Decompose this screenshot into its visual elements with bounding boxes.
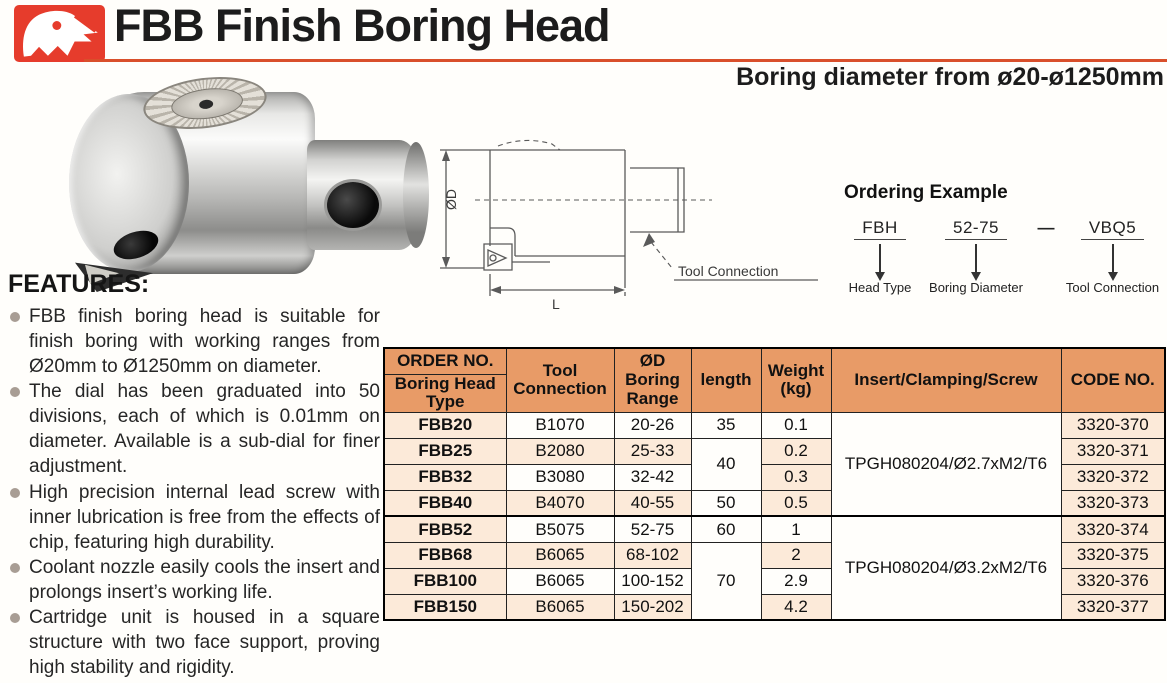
ordering-part-boring-diameter [922,218,1030,295]
ordering-example [838,182,1163,295]
feature-item: FBB finish boring head is suitable for finish boring with working ranges from Ø20mm to Ø1250mm on diameter. [8,304,380,379]
cell-length: 60 [691,516,761,542]
cell-insert: TPGH080204/Ø3.2xM2/T6 [831,516,1061,620]
cell-code: 3320-371 [1061,438,1165,464]
cell-connection: B3080 [506,464,614,490]
cell-length: 40 [691,438,761,490]
cell-weight: 0.1 [761,412,831,438]
cell-weight: 0.2 [761,438,831,464]
cell-code: 3320-372 [1061,464,1165,490]
ordering-code: 52-75 [945,218,1007,240]
table-row [384,516,1165,542]
cell-range: 40-55 [614,490,691,516]
cell-range: 52-75 [614,516,691,542]
ordering-code: VBQ5 [1081,218,1144,240]
col-header-boring-head-type: Boring Head Type [384,374,506,412]
feature-item: The dial has been graduated into 50 divisions, each of which is 0.01mm on diameter. Available is a sub-dial for finer adjustment. [8,379,380,479]
boring-diameter-subtitle: Boring diameter from ø20-ø1250mm [736,63,1164,91]
cell-length: 70 [691,542,761,620]
cell-length: 35 [691,412,761,438]
col-header-order-no: ORDER NO. [384,348,506,374]
cell-weight: 1 [761,516,831,542]
cell-code: 3320-370 [1061,412,1165,438]
cell-connection: B2080 [506,438,614,464]
ordering-label: Tool Connection [1065,280,1160,295]
cell-code: 3320-374 [1061,516,1165,542]
col-header-insert: Insert/Clamping/Screw [831,348,1061,412]
cell-type: FBB150 [384,594,506,620]
cell-weight: 2 [761,542,831,568]
cell-code: 3320-373 [1061,490,1165,516]
cell-code: 3320-376 [1061,568,1165,594]
table-row [384,412,1165,438]
cell-connection: B5075 [506,516,614,542]
ordering-code-row [838,218,1163,295]
cell-type: FBB100 [384,568,506,594]
page-title: FBB Finish Boring Head [114,0,610,51]
cell-length: 50 [691,490,761,516]
cell-connection: B4070 [506,490,614,516]
cell-insert: TPGH080204/Ø2.7xM2/T6 [831,412,1061,516]
col-header-length: length [691,348,761,412]
ordering-label: Boring Diameter [929,280,1023,295]
cell-connection: B6065 [506,542,614,568]
ordering-label: Head Type [848,280,912,295]
drawing-diameter-label: ØD [443,189,459,210]
shank-hole [327,182,379,228]
cell-type: FBB32 [384,464,506,490]
cell-range: 150-202 [614,594,691,620]
cell-type: FBB68 [384,542,506,568]
cell-code: 3320-375 [1061,542,1165,568]
ordering-code: FBH [854,218,906,240]
down-arrow-icon [879,244,881,278]
cell-type: FBB40 [384,490,506,516]
col-header-code-no: CODE NO. [1061,348,1165,412]
title-underline [84,59,1167,62]
cell-connection: B1070 [506,412,614,438]
feature-item: Coolant nozzle easily cools the insert and prolongs insert’s working life. [8,555,380,605]
cell-range: 32-42 [614,464,691,490]
ordering-dash: — [1037,218,1055,237]
cell-weight: 2.9 [761,568,831,594]
cell-range: 25-33 [614,438,691,464]
cell-code: 3320-377 [1061,594,1165,620]
feature-item: High precision internal lead screw with inner lubrication is free from the effects of chip, featuring high durability. [8,480,380,555]
drawing-length-label: L [552,296,560,312]
down-arrow-icon [975,244,977,278]
feature-item: Cartridge unit is housed in a square structure with two face support, proving high stability and rigidity. [8,605,380,680]
cell-range: 20-26 [614,412,691,438]
ordering-example-heading: Ordering Example [844,182,1008,203]
cell-type: FBB25 [384,438,506,464]
technical-drawing [420,128,820,313]
cell-weight: 0.3 [761,464,831,490]
cell-connection: B6065 [506,568,614,594]
spec-table [383,347,1166,621]
product-photo [55,82,395,292]
down-arrow-icon [1112,244,1114,278]
cell-weight: 0.5 [761,490,831,516]
cell-type: FBB20 [384,412,506,438]
col-header-weight: Weight (kg) [761,348,831,412]
cell-range: 100-152 [614,568,691,594]
drawing-tool-connection-label: Tool Connection [678,263,779,279]
col-header-od-boring-range: ØD Boring Range [614,348,691,412]
cell-connection: B6065 [506,594,614,620]
features-heading: FEATURES: [8,270,150,298]
ordering-part-tool-connection [1062,218,1163,295]
cell-range: 68-102 [614,542,691,568]
features-list [8,304,380,680]
cell-weight: 4.2 [761,594,831,620]
brand-logo [14,5,105,62]
eagle-icon [14,5,105,62]
col-header-tool-connection: Tool Connection [506,348,614,412]
ordering-part-head-type [838,218,922,295]
features-section [8,270,380,680]
cell-type: FBB52 [384,516,506,542]
